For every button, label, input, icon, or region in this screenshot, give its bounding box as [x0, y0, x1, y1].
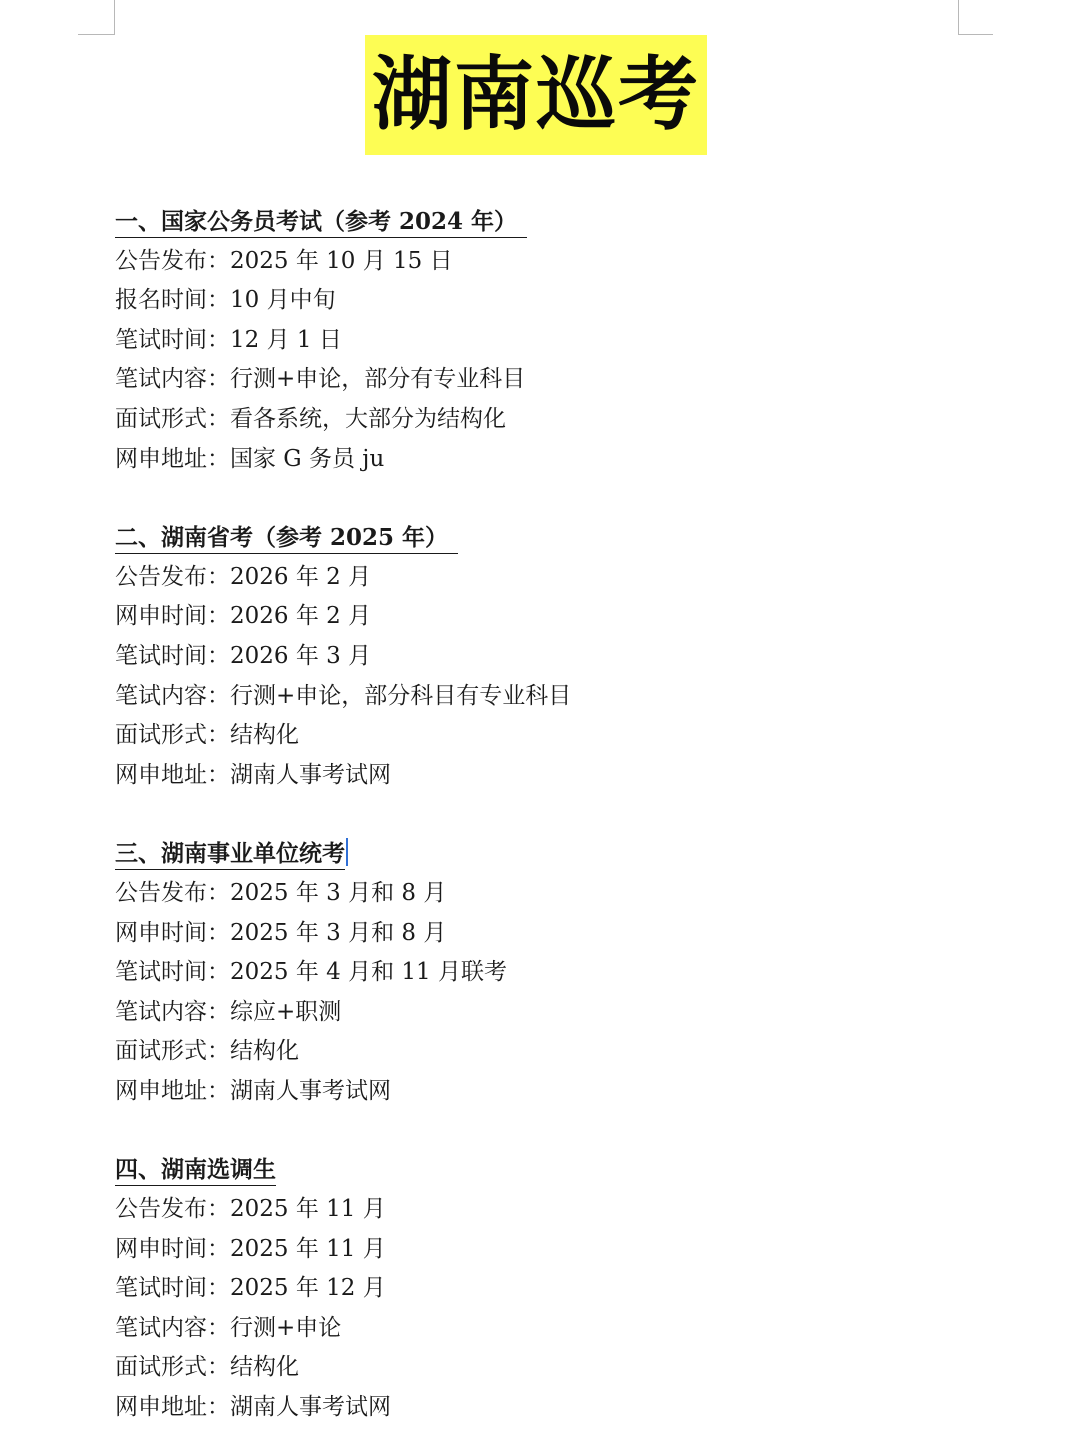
- row-label: 公告发布：: [115, 1196, 230, 1223]
- section-heading: [115, 518, 1015, 558]
- row-label: 网申地址：: [115, 761, 230, 788]
- section-heading-text: 四、湖南选调生: [115, 1155, 276, 1186]
- row-label: 笔试内容：: [115, 682, 230, 709]
- row-value: 行测+申论: [230, 1314, 342, 1341]
- section-heading-text: 三、湖南事业单位统考: [115, 839, 345, 870]
- info-row: [115, 756, 1015, 796]
- row-value: 2026 年 2 月: [230, 603, 372, 630]
- row-label: 网申地址：: [115, 1077, 230, 1104]
- info-row: [115, 716, 1015, 756]
- row-label: 网申地址：: [115, 445, 230, 472]
- info-row: [115, 360, 1015, 400]
- info-row: [115, 1072, 1015, 1112]
- section-heading: [115, 202, 1015, 242]
- row-label: 公告发布：: [115, 247, 230, 274]
- row-label: 网申时间：: [115, 1235, 230, 1262]
- info-row: [115, 1309, 1015, 1349]
- row-label: 笔试时间：: [115, 959, 230, 986]
- text-cursor: [346, 838, 348, 866]
- row-value: 2025 年 12 月: [230, 1275, 386, 1302]
- row-value: 2025 年 10 月 15 日: [230, 247, 453, 274]
- row-value: 国家 G 务员 ju: [230, 445, 385, 472]
- row-label: 面试形式：: [115, 1038, 230, 1065]
- info-row: [115, 1269, 1015, 1309]
- row-label: 面试形式：: [115, 1354, 230, 1381]
- info-row: [115, 1190, 1015, 1230]
- row-label: 报名时间：: [115, 287, 230, 314]
- info-row: [115, 440, 1015, 480]
- row-value: 2026 年 2 月: [230, 563, 372, 590]
- info-row: [115, 1348, 1015, 1388]
- row-value: 综应+职测: [230, 998, 342, 1025]
- info-row: [115, 1230, 1015, 1270]
- page-corner-mark-top-left: [78, 0, 115, 35]
- row-label: 笔试内容：: [115, 1314, 230, 1341]
- info-row: [115, 558, 1015, 598]
- section-heading: [115, 834, 1015, 874]
- row-label: 笔试内容：: [115, 366, 230, 393]
- row-label: 笔试时间：: [115, 642, 230, 669]
- row-value: 2025 年 3 月和 8 月: [230, 879, 447, 906]
- info-row: [115, 242, 1015, 282]
- info-row: [115, 914, 1015, 954]
- row-value: 湖南人事考试网: [230, 1077, 391, 1104]
- row-value: 结构化: [230, 1038, 299, 1065]
- row-value: 结构化: [230, 1354, 299, 1381]
- info-row: [115, 677, 1015, 717]
- info-row: [115, 993, 1015, 1033]
- section-heading-text: 二、湖南省考（参考 2025 年）: [115, 523, 458, 554]
- document-body: [115, 202, 1015, 1428]
- info-row: [115, 953, 1015, 993]
- info-row: [115, 637, 1015, 677]
- row-value: 行测+申论，部分有专业科目: [230, 366, 526, 393]
- row-value: 结构化: [230, 722, 299, 749]
- section-heading-text: 一、国家公务员考试（参考 2024 年）: [115, 207, 527, 238]
- row-value: 行测+申论，部分科目有专业科目: [230, 682, 572, 709]
- row-label: 公告发布：: [115, 879, 230, 906]
- row-value: 2025 年 11 月: [230, 1196, 386, 1223]
- row-label: 笔试时间：: [115, 1275, 230, 1302]
- page-title: 湖南巡考: [372, 48, 700, 141]
- info-row: [115, 281, 1015, 321]
- row-label: 笔试内容：: [115, 998, 230, 1025]
- section-hunan-public-institution-exam: [115, 834, 1015, 1111]
- info-row: [115, 321, 1015, 361]
- info-row: [115, 874, 1015, 914]
- row-label: 网申时间：: [115, 603, 230, 630]
- row-label: 笔试时间：: [115, 326, 230, 353]
- info-row: [115, 597, 1015, 637]
- row-label: 面试形式：: [115, 722, 230, 749]
- row-value: 看各系统，大部分为结构化: [230, 405, 506, 432]
- row-value: 12 月 1 日: [230, 326, 342, 353]
- row-label: 面试形式：: [115, 405, 230, 432]
- row-label: 网申时间：: [115, 919, 230, 946]
- section-national-civil-service-exam: [115, 202, 1015, 479]
- section-heading: [115, 1150, 1015, 1190]
- section-hunan-selected-graduates: [115, 1150, 1015, 1427]
- row-value: 湖南人事考试网: [230, 1394, 391, 1421]
- title-highlight: [365, 35, 707, 155]
- row-label: 公告发布：: [115, 563, 230, 590]
- row-label: 网申地址：: [115, 1394, 230, 1421]
- info-row: [115, 1388, 1015, 1428]
- row-value: 2025 年 11 月: [230, 1235, 386, 1262]
- row-value: 2025 年 4 月和 11 月联考: [230, 959, 507, 986]
- section-hunan-provincial-exam: [115, 518, 1015, 795]
- row-value: 湖南人事考试网: [230, 761, 391, 788]
- row-value: 10 月中旬: [230, 287, 336, 314]
- info-row: [115, 1032, 1015, 1072]
- row-value: 2025 年 3 月和 8 月: [230, 919, 447, 946]
- row-value: 2026 年 3 月: [230, 642, 372, 669]
- info-row: [115, 400, 1015, 440]
- page-corner-mark-top-right: [958, 0, 993, 35]
